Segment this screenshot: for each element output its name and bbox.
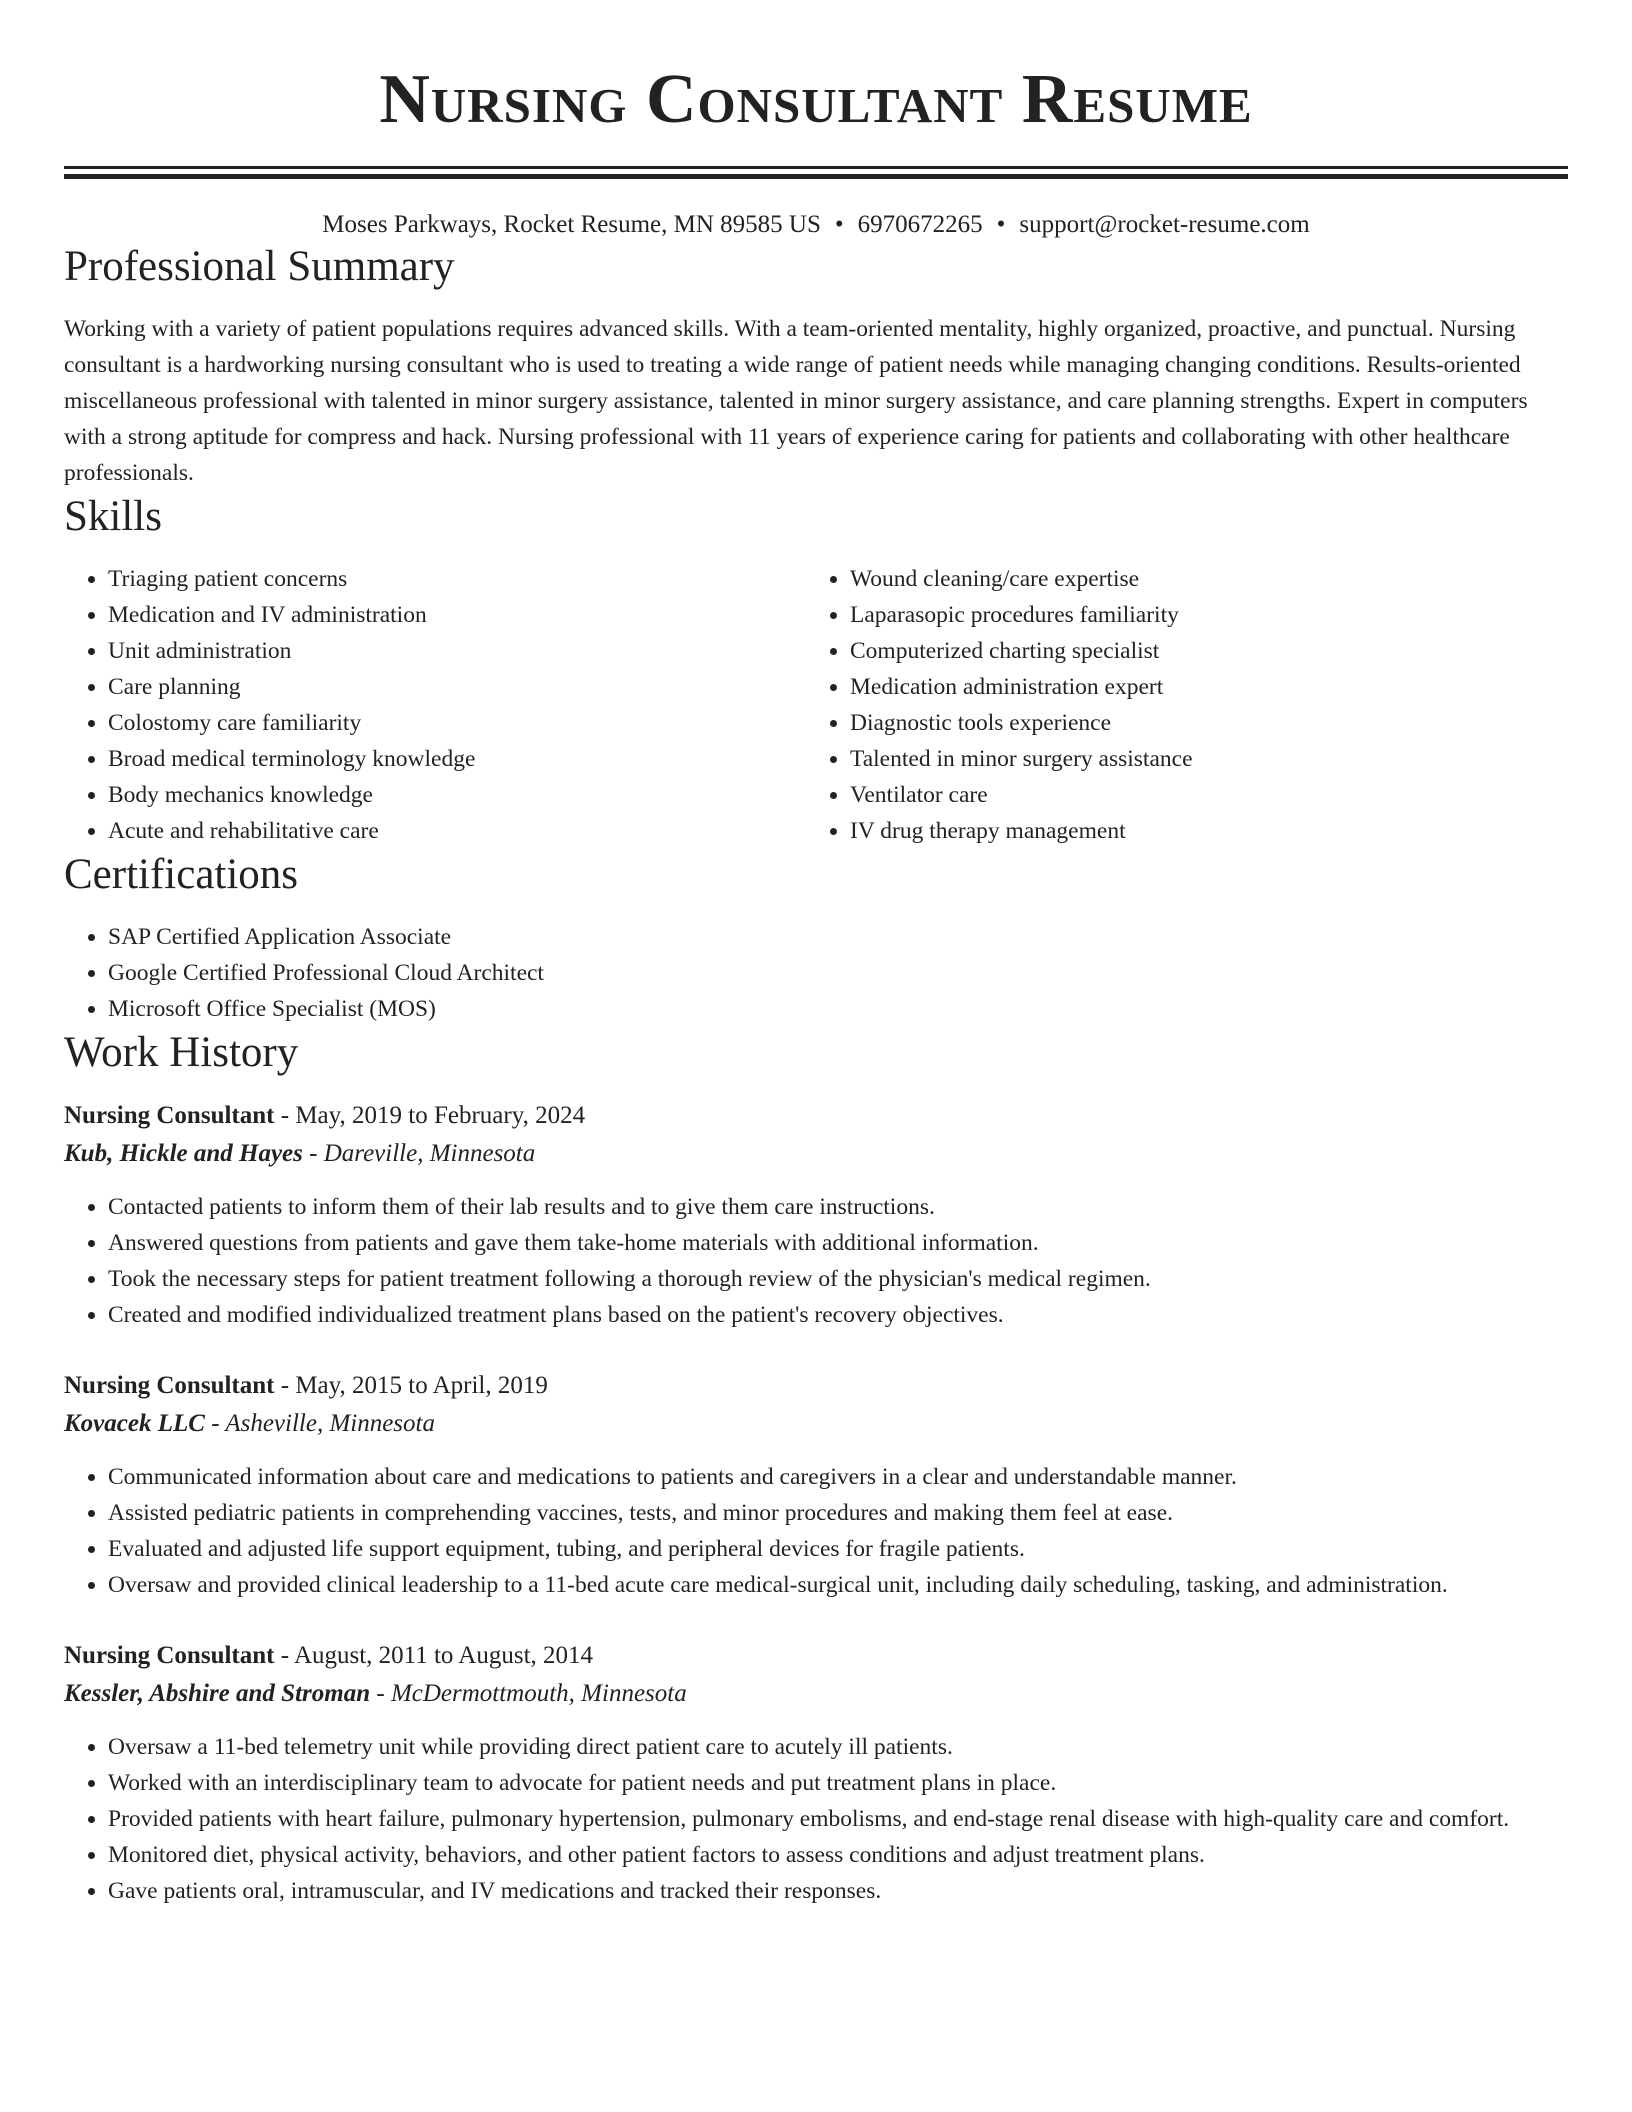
skill-item: • Acute and rehabilitative care [108, 813, 806, 849]
contact-email: support@rocket-resume.com [1019, 211, 1310, 238]
job-role: Nursing Consultant [64, 1642, 275, 1669]
skill-item: • Unit administration [108, 633, 806, 669]
certifications-heading: Certifications [64, 851, 299, 898]
job-entry [64, 1367, 1568, 1603]
skill-item: • IV drug therapy management [850, 813, 1548, 849]
skill-item: • Broad medical terminology knowledge [108, 741, 806, 777]
skill-item: • Talented in minor surgery assistance [850, 741, 1548, 777]
skill-item: • Laparasopic procedures familiarity [850, 597, 1548, 633]
job-location: Asheville, Minnesota [225, 1410, 435, 1437]
contact-separator: • [834, 211, 844, 238]
job-duty-item: • Communicated information about care and medications to patients and caregivers in a clear and understandable manner. [108, 1459, 1568, 1495]
job-duty-item: • Provided patients with heart failure, pulmonary hypertension, pulmonary embolisms, and end-stage renal disease with high-quality care and comfort. [108, 1801, 1568, 1837]
job-duties-list [64, 1189, 1568, 1333]
job-role: Nursing Consultant [64, 1372, 275, 1399]
certification-item: • SAP Certified Application Associate [108, 919, 1568, 955]
job-duty-item: • Oversaw a 11-bed telemetry unit while providing direct patient care to acutely ill patients. [108, 1729, 1568, 1765]
job-duty-item: • Worked with an interdisciplinary team to advocate for patient needs and put treatment plans in place. [108, 1765, 1568, 1801]
job-entry [64, 1097, 1568, 1333]
job-duties-list [64, 1729, 1568, 1909]
job-company-line: Kessler, Abshire and Stroman - McDermottmouth, Minnesota [64, 1680, 687, 1707]
job-title-line: Nursing Consultant - May, 2019 to February, 2024 [64, 1102, 586, 1129]
job-duty-item: • Answered questions from patients and gave them take-home materials with additional information. [108, 1225, 1568, 1261]
skill-item: • Medication and IV administration [108, 597, 806, 633]
certification-item: • Google Certified Professional Cloud Architect [108, 955, 1568, 991]
job-dates: August, 2011 to August, 2014 [293, 1642, 594, 1669]
skills-heading: Skills [64, 493, 162, 540]
job-role: Nursing Consultant [64, 1102, 275, 1129]
summary-text: Working with a variety of patient populations requires advanced skills. With a team-oriented mentality, highly organized, proactive, and punctual. Nursing consultant is a hardworking nursing consultant who is used to treating a wide range of patient needs while managing changing conditions. Results-oriented miscellaneous professional with talented in minor surgery assistance, talented in minor surgery assistance, and care planning strengths. Expert in computers with a strong aptitude for compress and hack. Nursing professional with 11 years of experience caring for patients and collaborating with other healthcare professionals. [64, 316, 1528, 486]
skill-item: • Triaging patient concerns [108, 561, 806, 597]
job-duty-item: • Contacted patients to inform them of their lab results and to give them care instructions. [108, 1189, 1568, 1225]
skill-item: • Ventilator care [850, 777, 1548, 813]
skill-item: • Body mechanics knowledge [108, 777, 806, 813]
skills-column-right [806, 561, 1548, 849]
job-entry [64, 1637, 1568, 1909]
job-company: Kessler, Abshire and Stroman [64, 1680, 371, 1707]
job-duty-item: • Gave patients oral, intramuscular, and IV medications and tracked their responses. [108, 1873, 1568, 1909]
job-location: McDermottmouth, Minnesota [390, 1680, 687, 1707]
job-title-line: Nursing Consultant - August, 2011 to August, 2014 [64, 1642, 594, 1669]
job-company: Kub, Hickle and Hayes [64, 1140, 303, 1167]
job-duty-item: • Assisted pediatric patients in comprehending vaccines, tests, and minor procedures and making them feel at ease. [108, 1495, 1568, 1531]
job-duties-list [64, 1459, 1568, 1603]
job-duty-item: • Took the necessary steps for patient treatment following a thorough review of the physician's medical regimen. [108, 1261, 1568, 1297]
contact-line [64, 209, 1568, 241]
work-history-list [64, 1097, 1568, 1909]
job-title-line: Nursing Consultant - May, 2015 to April, 2019 [64, 1372, 548, 1399]
skills-column-left [64, 561, 806, 849]
certification-item: • Microsoft Office Specialist (MOS) [108, 991, 1568, 1027]
job-company-line: Kub, Hickle and Hayes - Dareville, Minnesota [64, 1140, 536, 1167]
job-dates: May, 2019 to February, 2024 [295, 1102, 586, 1129]
summary-heading: Professional Summary [64, 243, 455, 290]
skills-grid [64, 561, 1568, 849]
skill-item: • Computerized charting specialist [850, 633, 1548, 669]
job-company: Kovacek LLC [64, 1410, 205, 1437]
job-dates: May, 2015 to April, 2019 [295, 1372, 548, 1399]
certifications-list [64, 919, 1568, 1027]
skills-list-right [806, 561, 1548, 849]
job-location: Dareville, Minnesota [323, 1140, 536, 1167]
contact-address: Moses Parkways, Rocket Resume, MN 89585 US [322, 211, 821, 238]
contact-separator: • [996, 211, 1006, 238]
skill-item: • Medication administration expert [850, 669, 1548, 705]
resume-title: Nursing Consultant Resume [379, 61, 1253, 138]
job-company-line: Kovacek LLC - Asheville, Minnesota [64, 1410, 435, 1437]
skill-item: • Wound cleaning/care expertise [850, 561, 1548, 597]
contact-phone: 6970672265 [857, 211, 983, 238]
skill-item: • Care planning [108, 669, 806, 705]
skill-item: • Colostomy care familiarity [108, 705, 806, 741]
skill-item: • Diagnostic tools experience [850, 705, 1548, 741]
skills-list-left [64, 561, 806, 849]
job-duty-item: • Oversaw and provided clinical leadership to a 11-bed acute care medical-surgical unit, including daily scheduling, tasking, and administration. [108, 1567, 1568, 1603]
work-history-heading: Work History [64, 1029, 299, 1076]
job-duty-item: • Created and modified individualized treatment plans based on the patient's recovery objectives. [108, 1297, 1568, 1333]
title-divider [64, 166, 1568, 179]
job-duty-item: • Evaluated and adjusted life support equipment, tubing, and peripheral devices for fragile patients. [108, 1531, 1568, 1567]
job-duty-item: • Monitored diet, physical activity, behaviors, and other patient factors to assess conditions and adjust treatment plans. [108, 1837, 1568, 1873]
